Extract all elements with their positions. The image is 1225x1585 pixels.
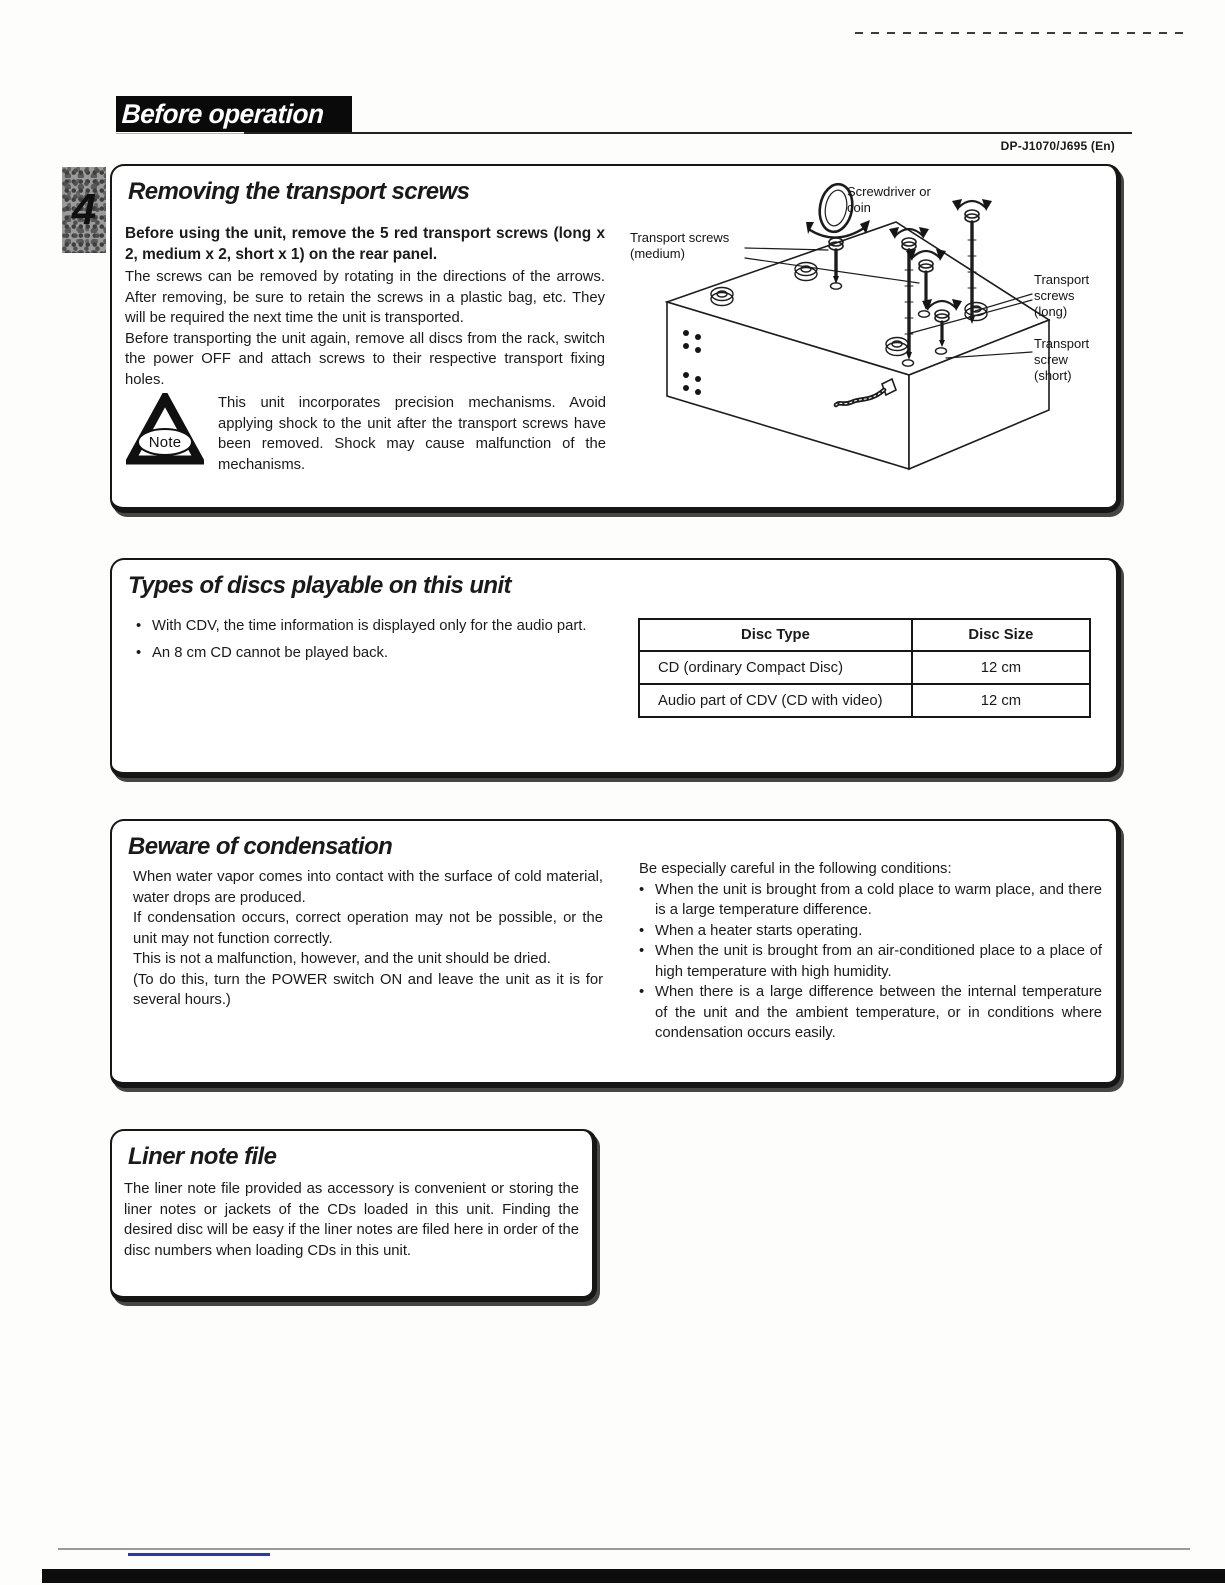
- liner-body: The liner note file provided as accessory is convenient or storing the liner notes or jackets of the CDs loaded in this unit. Finding the desired disc will be easy if the liner notes are filed here in order of the disc numbers when loading CDs in this unit.: [124, 1181, 579, 1259]
- paragraph: (To do this, turn the POWER switch ON and leave the unit as it is for several hours.): [133, 971, 603, 1008]
- condensation-left-column: [133, 867, 603, 1011]
- disc-notes-list: [136, 616, 636, 670]
- note-triangle-icon: [126, 393, 204, 467]
- page-header-banner: [116, 96, 352, 132]
- transport-screws-diagram: [624, 170, 1106, 504]
- warning-triangle-icon: [126, 393, 204, 467]
- note-block: [126, 393, 606, 475]
- list-item: • When the unit is brought from a cold place to warm place, and there is a large temperature difference.: [639, 880, 1102, 921]
- condensation-conditions-intro: Be especially careful in the following conditions:: [639, 861, 952, 877]
- paragraph: If condensation occurs, correct operation may not be possible, or the unit may not function correctly.: [133, 910, 603, 947]
- label-transport-screws-medium: Transport screws (medium): [630, 230, 730, 261]
- table-header-row: [639, 619, 1090, 651]
- list-item: • When a heater starts operating.: [639, 921, 1102, 942]
- header-rule: [244, 132, 1132, 134]
- section-title: Beware of condensation: [128, 833, 393, 860]
- cell-disc-size: 12 cm: [912, 684, 1090, 717]
- top-dashed-line: [855, 32, 1189, 34]
- column-header-disc-size: Disc Size: [912, 619, 1090, 651]
- transport-text-column: [125, 223, 605, 390]
- disc-type-table: [638, 618, 1091, 718]
- label-transport-screws-long: Transport screws (long): [1034, 272, 1090, 319]
- transport-paragraph-1: The screws can be removed by rotating in the directions of the arrows. After removing, be sure to retain the screws in a plastic bag, etc. They will be required the next time the unit is transported.: [125, 269, 605, 326]
- column-header-disc-type: Disc Type: [639, 619, 912, 651]
- footer-thin-rule: [58, 1548, 1190, 1550]
- section-title: Removing the transport screws: [128, 178, 470, 205]
- note-text: This unit incorporates precision mechanisms. Avoid applying shock to the unit after the transport screws have been removed. Shock may cause malfunction of the mechanisms.: [218, 395, 606, 473]
- list-item: • When there is a large difference between the internal temperature of the unit and the ambient temperature, or in conditions where condensation occurs easily.: [639, 982, 1102, 1044]
- condensation-right-column: [639, 859, 1102, 1044]
- paragraph: When water vapor comes into contact with the surface of cold material, water drops are produced.: [133, 869, 603, 906]
- transport-paragraph-2: Before transporting the unit again, remove all discs from the rack, switch the power OFF and attach screws to their respective transport fixing holes.: [125, 330, 605, 388]
- section-disc-types: [110, 558, 1121, 778]
- list-item: • With CDV, the time information is displayed only for the audio part.: [136, 616, 636, 637]
- section-transport-screws: [110, 164, 1121, 513]
- page-number-tab: [62, 167, 106, 253]
- label-transport-screw-short: Transport screw (short): [1034, 336, 1090, 383]
- header-rule-light: [116, 133, 244, 134]
- section-condensation: [110, 819, 1121, 1088]
- label-screwdriver-or-coin: Screwdriver or coin: [847, 184, 931, 215]
- cell-disc-type: Audio part of CDV (CD with video): [639, 684, 912, 717]
- table-row: [639, 651, 1090, 684]
- model-code: DP-J1070/J695 (En): [1000, 139, 1115, 153]
- cell-disc-type: CD (ordinary Compact Disc): [639, 651, 912, 684]
- transport-lead: Before using the unit, remove the 5 red transport screws (long x 2, medium x 2, short x 1) on the rear panel.: [125, 225, 605, 263]
- footer-black-bar: [42, 1569, 1225, 1583]
- section-title: Types of discs playable on this unit: [128, 572, 511, 599]
- footer-blue-mark: [128, 1553, 270, 1556]
- list-item: • An 8 cm CD cannot be played back.: [136, 643, 636, 664]
- note-label: Note: [148, 434, 182, 451]
- page-header-title: Before operation: [121, 98, 325, 129]
- table-row: [639, 684, 1090, 717]
- paragraph: This is not a malfunction, however, and the unit should be dried.: [133, 951, 551, 967]
- section-liner-note-file: [110, 1129, 597, 1302]
- section-title: Liner note file: [128, 1143, 277, 1170]
- list-item: • When the unit is brought from an air-conditioned place to a place of high temperature with high humidity.: [639, 941, 1102, 982]
- cell-disc-size: 12 cm: [912, 651, 1090, 684]
- page-number: 4: [71, 185, 97, 234]
